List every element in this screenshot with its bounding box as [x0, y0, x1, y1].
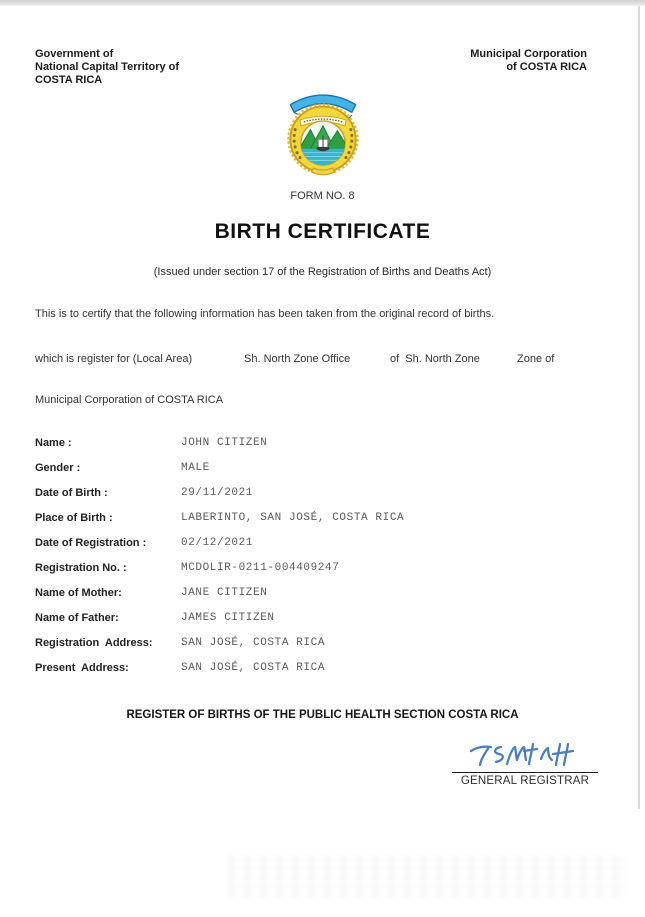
issuer-left-line2: National Capital Territory of — [35, 61, 180, 73]
issuer-right — [470, 48, 587, 74]
register-office-value: Sh. North Zone Office — [244, 353, 351, 365]
field-label: Present Address: — [35, 661, 129, 674]
field-value: 02/12/2021 — [181, 536, 254, 549]
field-row-name-of-mother — [35, 580, 610, 605]
field-row-registration-no — [35, 555, 610, 580]
issuer-left — [35, 48, 179, 87]
costa-rica-coat-of-arms-icon — [275, 87, 371, 179]
field-value: JANE CITIZEN — [181, 586, 268, 599]
field-row-place-of-birth — [35, 505, 610, 530]
page-subtitle: (Issued under section 17 of the Registration of Births and Deaths Act) — [153, 266, 492, 278]
corporation-statement: Municipal Corporation of COSTA RICA — [35, 394, 224, 406]
register-zone-value: of Sh. North Zone — [390, 353, 480, 365]
field-value: JAMES CITIZEN — [181, 611, 275, 624]
scan-smudge — [228, 855, 628, 897]
field-row-registration-address — [35, 630, 610, 655]
register-statement-prefix: which is register for (Local Area) — [35, 353, 193, 365]
field-row-date-of-registration — [35, 530, 610, 555]
emblem-svg — [275, 87, 371, 179]
field-value: MALE — [181, 461, 210, 474]
certificate-fields — [35, 430, 610, 680]
field-label: Name of Mother: — [35, 586, 122, 599]
issuer-right-line2: of COSTA RICA — [506, 61, 587, 73]
field-row-name — [35, 430, 610, 455]
register-of-births-title: REGISTER OF BIRTHS OF THE PUBLIC HEALTH SECTION COSTA RICA — [126, 709, 519, 721]
field-label: Name of Father: — [35, 611, 119, 624]
issuer-right-line1: Municipal Corporation — [470, 48, 587, 60]
registrar-title: GENERAL REGISTRAR — [460, 775, 590, 787]
field-value: SAN JOSÉ, COSTA RICA — [181, 636, 326, 649]
field-label: Date of Birth : — [35, 486, 108, 499]
field-label: Registration Address: — [35, 636, 153, 649]
field-row-date-of-birth — [35, 480, 610, 505]
field-value: 29/11/2021 — [181, 486, 254, 499]
scan-top-edge — [0, 0, 645, 6]
issuer-left-line1: Government of — [35, 48, 114, 60]
signature-line — [452, 772, 598, 773]
field-label: Date of Registration : — [35, 536, 147, 549]
field-value: MCDOLIR-0211-004409247 — [181, 561, 340, 574]
scan-right-edge — [638, 6, 640, 809]
field-row-name-of-father — [35, 605, 610, 630]
field-label: Place of Birth : — [35, 511, 113, 524]
field-value: JOHN CITIZEN — [181, 436, 268, 449]
page-title: BIRTH CERTIFICATE — [214, 220, 431, 243]
field-label: Registration No. : — [35, 561, 127, 574]
register-statement — [0, 353, 645, 367]
field-row-gender — [35, 455, 610, 480]
register-zone-of: Zone of — [517, 353, 555, 365]
field-label: Gender : — [35, 461, 81, 474]
field-label: Name : — [35, 436, 72, 449]
registrar-signature-block — [452, 741, 598, 787]
field-value: SAN JOSÉ, COSTA RICA — [181, 661, 326, 674]
form-number: FORM NO. 8 — [290, 190, 355, 202]
field-value: LABERINTO, SAN JOSÉ, COSTA RICA — [181, 511, 405, 524]
registrar-signature-icon — [465, 741, 585, 771]
field-row-present-address — [35, 655, 610, 680]
issuer-left-line3: COSTA RICA — [35, 74, 103, 86]
certify-statement: This is to certify that the following information has been taken from the original record of births. — [35, 308, 495, 320]
